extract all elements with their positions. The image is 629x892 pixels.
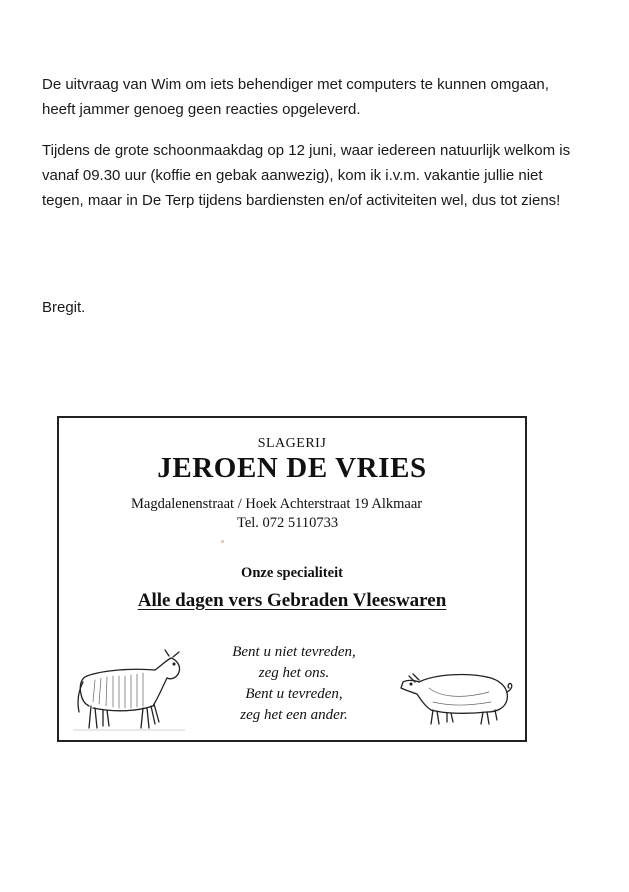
letter-paragraph-2: Tijdens de grote schoonmaakdag op 12 juni, waar iedereen natuurlijk welkom is vanaf 09.30 uur (koffie en gebak aanwezig), kom ik i.v.m. vakantie jullie niet tegen, maar in De Terp tijdens bardiensten en/of activiteiten wel, dus tot ziens! [42, 142, 571, 209]
ad-specialty: Alle dagen vers Gebraden Vleeswaren [137, 590, 447, 611]
calf-icon [73, 640, 185, 732]
slogan-line: zeg het een ander. [240, 707, 348, 723]
ad-phone: Tel. 072 5110733 [237, 515, 339, 531]
ad-business-name: JEROEN DE VRIES [157, 452, 427, 484]
butcher-advertisement [57, 416, 527, 742]
slogan-line: zeg het ons. [258, 665, 330, 681]
ad-specialty-label: Onze specialiteit [241, 565, 343, 581]
ad-slogan [209, 642, 379, 726]
ad-kicker: SLAGERIJ [257, 436, 327, 451]
letter-paragraph-1: De uitvraag van Wim om iets behendiger met computers te kunnen omgaan, heeft jammer genoeg geen reacties opgeleverd. [42, 76, 549, 118]
ad-speck [221, 540, 224, 543]
ad-address: Magdalenenstraat / Hoek Achterstraat 19 Alkmaar [131, 496, 423, 512]
letter-signature: Bregit. [42, 299, 86, 316]
slogan-line: Bent u niet tevreden, [232, 644, 356, 660]
pig-icon [399, 662, 515, 726]
slogan-line: Bent u tevreden, [245, 686, 343, 702]
